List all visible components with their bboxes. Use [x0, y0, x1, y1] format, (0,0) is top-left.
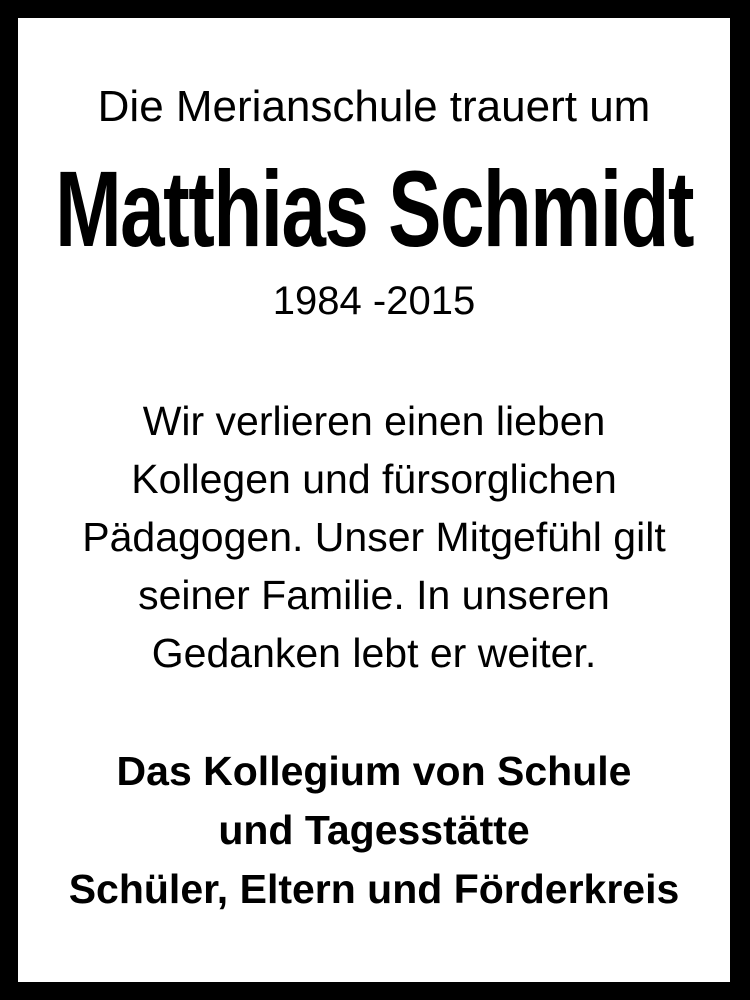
condolence-line: Kollegen und fürsorglichen — [131, 456, 617, 502]
condolence-line: Gedanken lebt er weiter. — [151, 630, 597, 676]
intro-line: Die Merianschule trauert um — [97, 82, 651, 131]
signature-block — [18, 742, 730, 919]
life-dates: 1984 -2015 — [272, 279, 476, 323]
signature-line: und Tagesstätte — [218, 807, 530, 853]
deceased-name-wrap — [18, 148, 730, 269]
condolence-paragraph — [18, 392, 730, 682]
condolence-line: Wir verlieren einen lieben — [142, 398, 606, 444]
signature-line: Das Kollegium von Schule — [116, 748, 632, 794]
condolence-line: seiner Familie. In unseren — [138, 572, 610, 618]
signature-line: Schüler, Eltern und Förderkreis — [68, 866, 680, 912]
obituary-card — [18, 18, 730, 982]
deceased-name: Matthias Schmidt — [55, 148, 693, 269]
condolence-line: Pädagogen. Unser Mitgefühl gilt — [82, 514, 666, 560]
